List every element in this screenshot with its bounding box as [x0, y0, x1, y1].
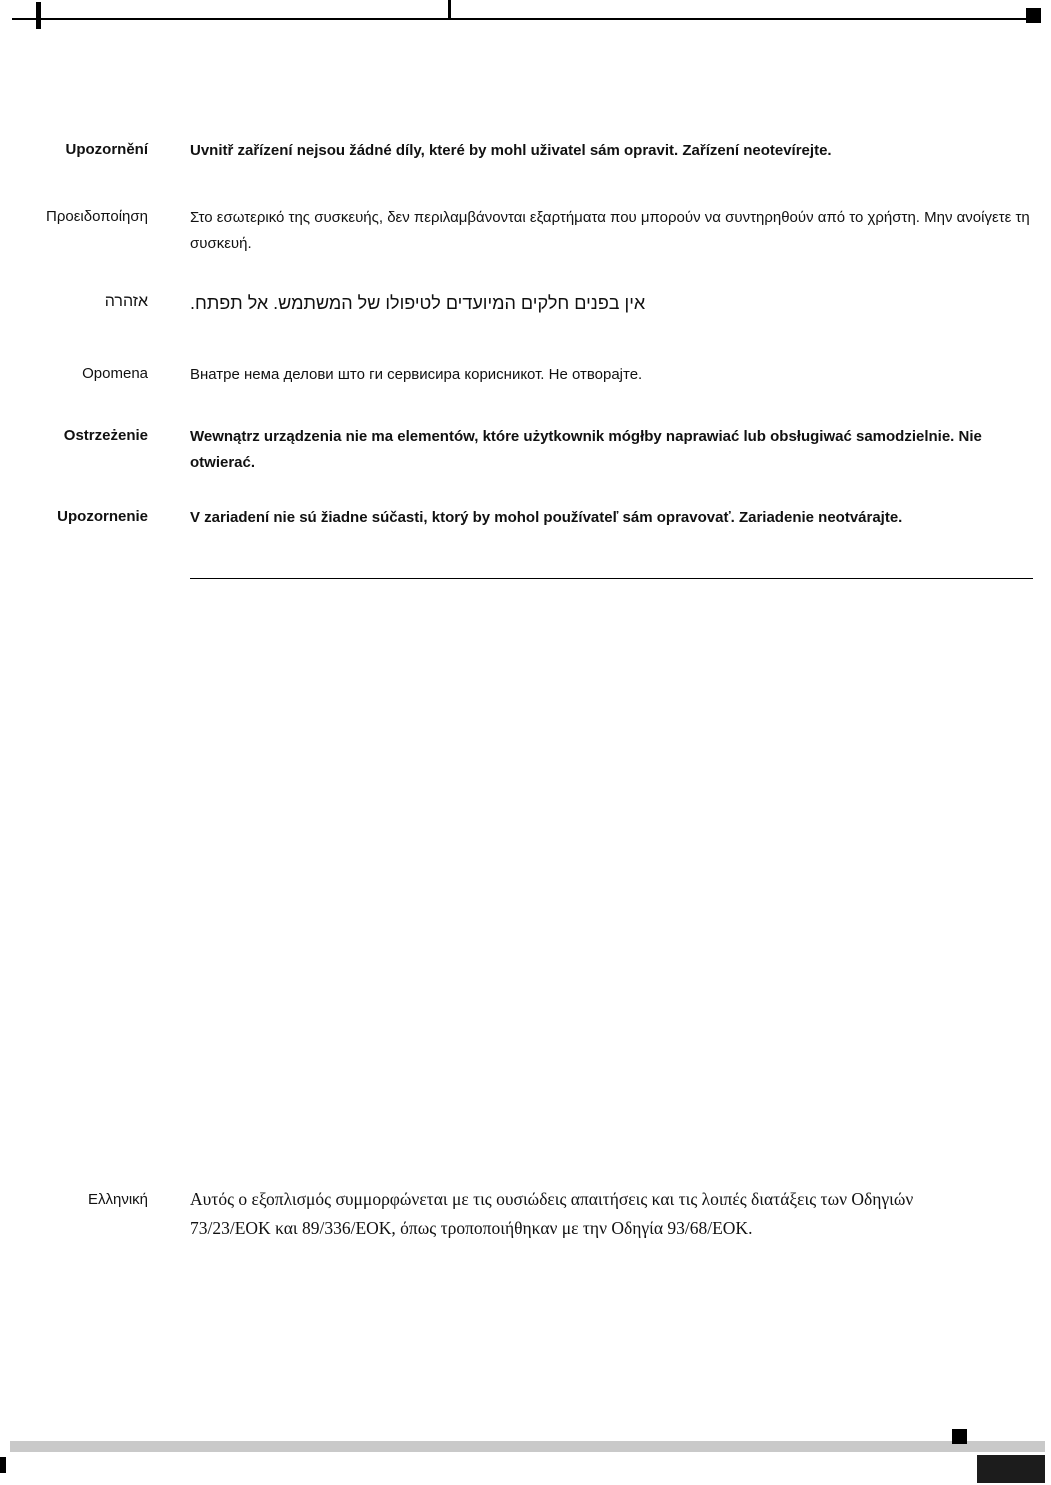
top-right-square-mark [1026, 8, 1041, 23]
warning-label: Upozornění [65, 141, 148, 158]
top-rule [12, 18, 1040, 20]
warning-text: אין בפנים חלקים המיועדים לטיפולו של המשתמש. אל תפתח. [190, 293, 646, 313]
warning-label: Ostrzeżenie [63, 427, 148, 444]
section-divider [190, 578, 1033, 579]
top-center-crop-mark [448, 0, 451, 20]
warning-label: Προειδοποίηση [46, 208, 148, 225]
footer-left-crop-mark [0, 1457, 6, 1473]
footer-bar [10, 1441, 1045, 1452]
warning-text: Wewnątrz urządzenia nie ma elementów, które użytkownik mógłby naprawiać lub obsługiwać samodzielnie. Nie otwierać. [190, 428, 982, 471]
warning-label: Upozornenie [57, 508, 148, 525]
compliance-label: Ελληνική [87, 1191, 148, 1208]
warning-text: Внатре нема делови што ги сервисира корисникот. Не отворајте. [190, 366, 643, 383]
footer-square-mark [952, 1429, 967, 1444]
warning-text: Στο εσωτερικό της συσκευής, δεν περιλαμβάνονται εξαρτήματα που μπορούν να συντηρηθούν από το χρήστη. Μην ανοίγετε τη συσκευή. [190, 209, 1030, 252]
warning-label: אזהרה [104, 293, 148, 310]
page-number-tab [977, 1455, 1045, 1483]
warning-text: V zariadení nie sú žiadne súčasti, ktorý by mohol používateľ sám opravovať. Zariadenie neotvárajte. [190, 509, 903, 526]
compliance-text: Αυτός ο εξοπλισμός συμμορφώνεται με τις ουσιώδεις απαιτήσεις και τις λοιπές διατάξεις των Οδηγιών 73/23/EOK και 89/336/EOK, όπως τροποποιήθηκαν με την Οδηγία 93/68/EOK. [190, 1189, 914, 1238]
warning-label: Opomena [82, 365, 148, 382]
top-left-crop-mark [36, 2, 41, 29]
warning-text: Uvnitř zařízení nejsou žádné díly, které by mohl uživatel sám opravit. Zařízení neotevírejte. [190, 142, 832, 159]
